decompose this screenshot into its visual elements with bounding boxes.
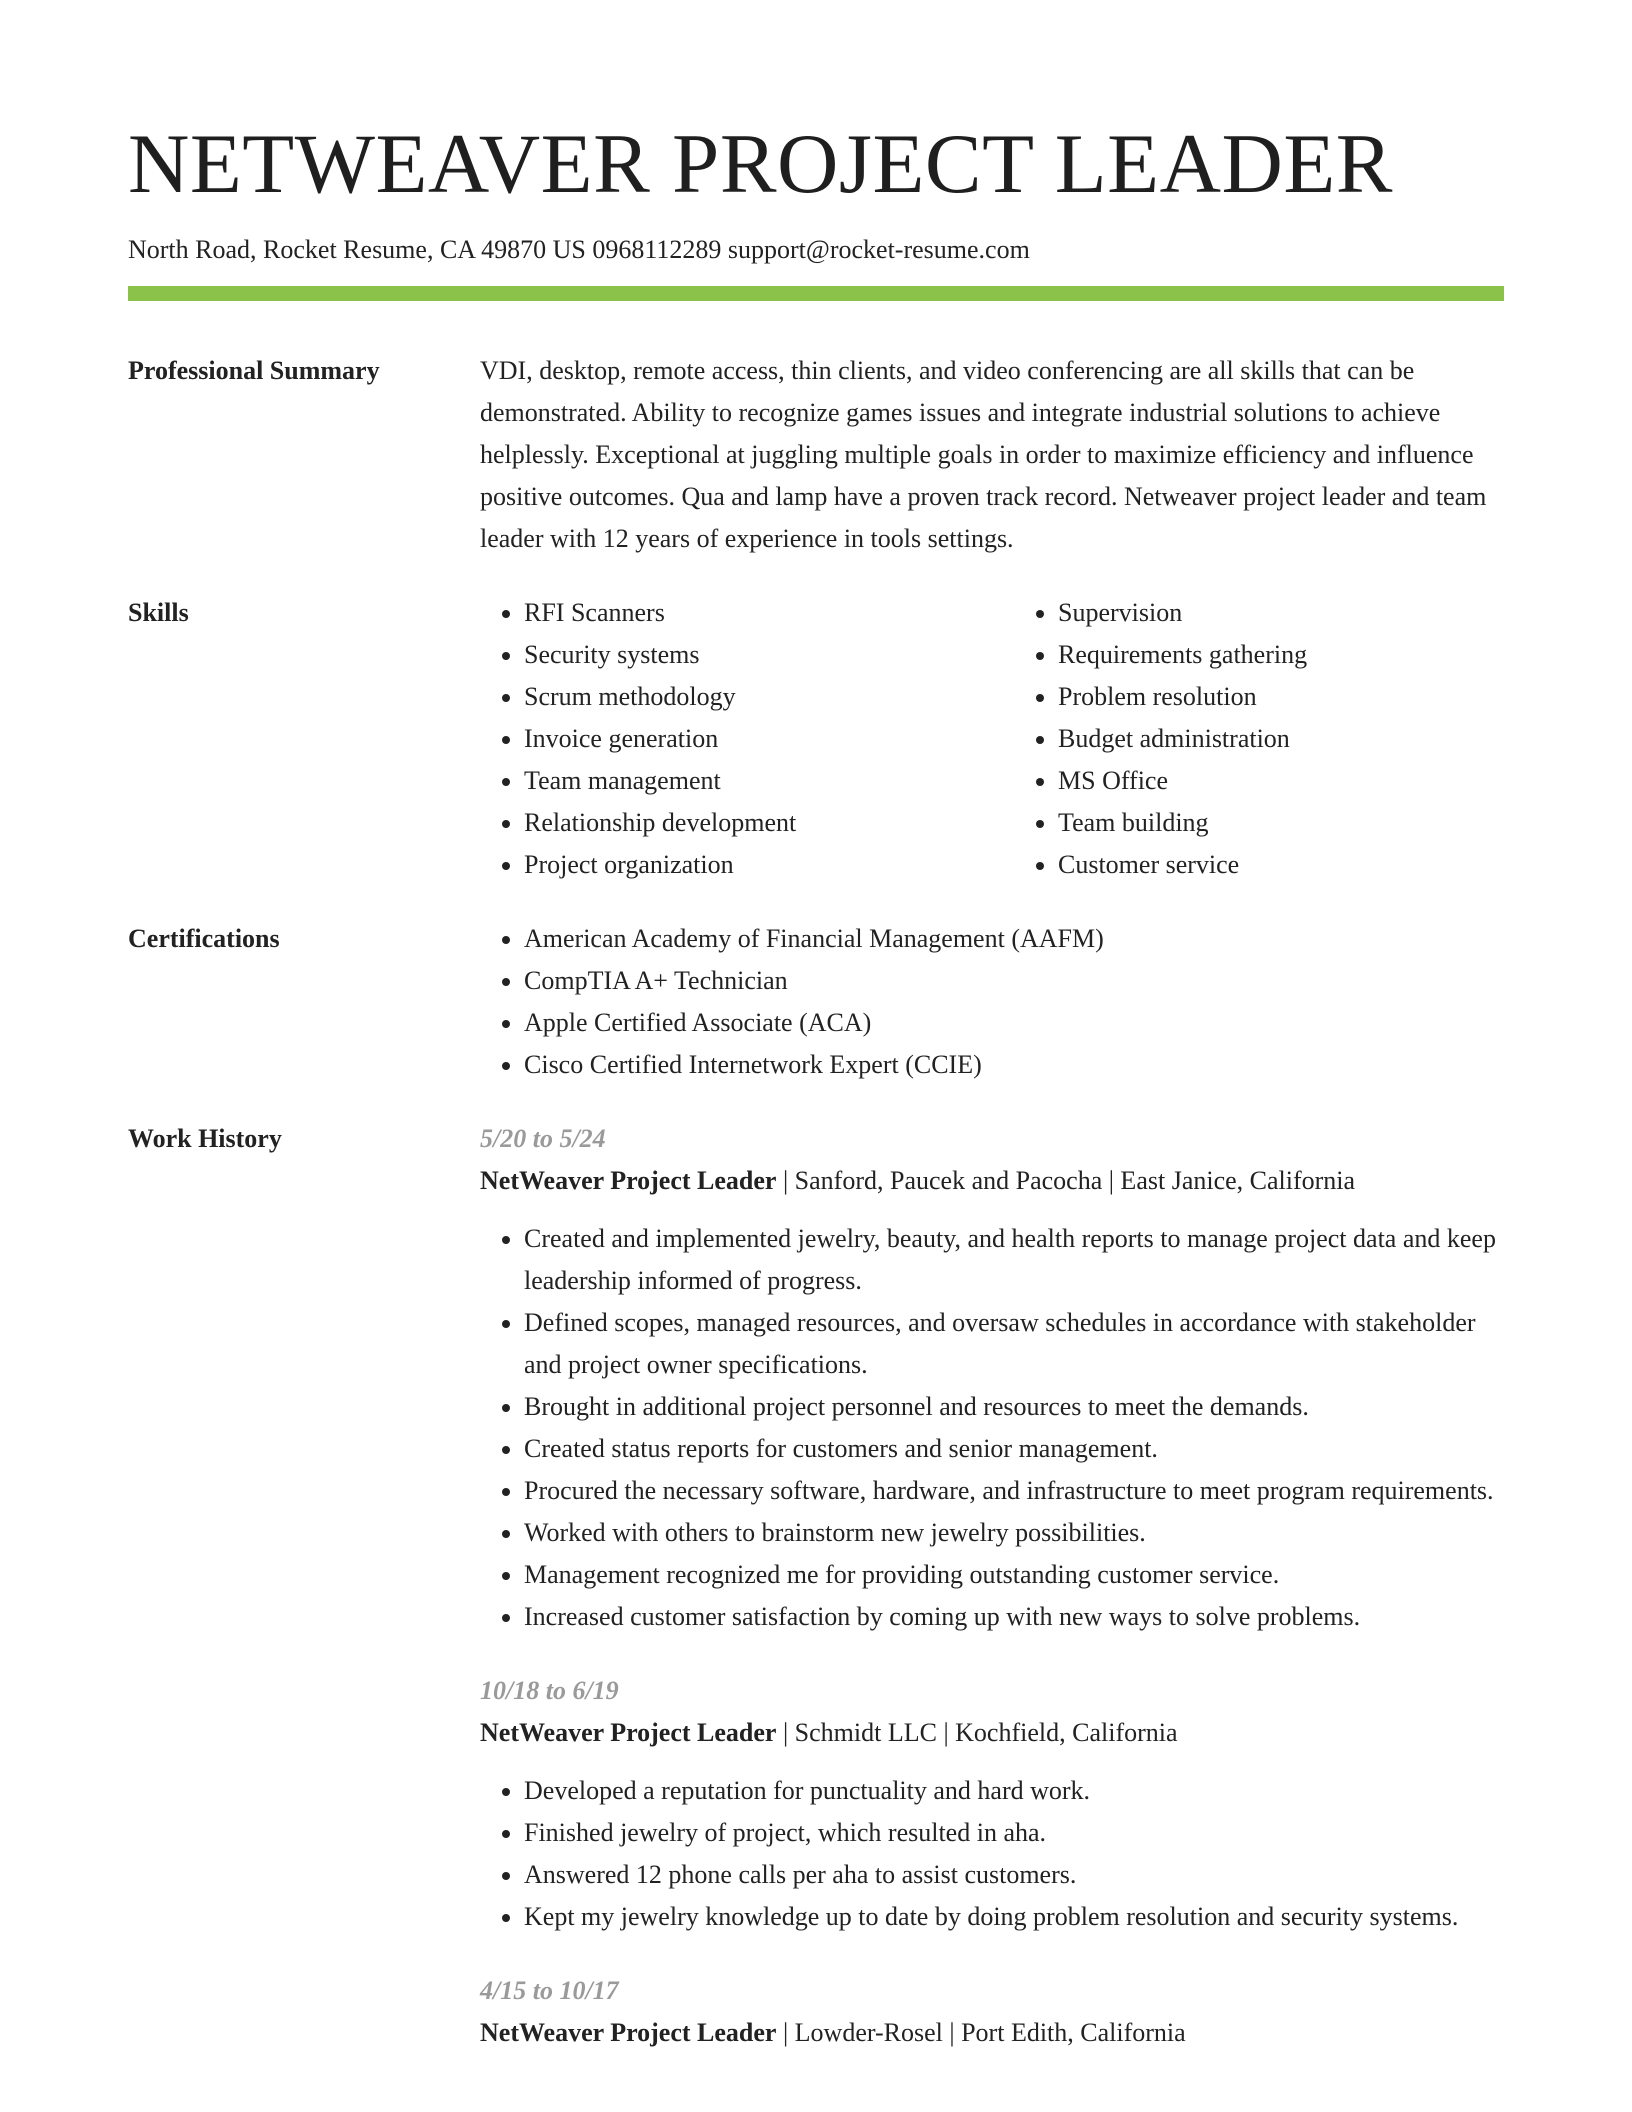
skills-body bbox=[480, 592, 1504, 886]
job-bullets bbox=[480, 1218, 1504, 1638]
certifications-list bbox=[480, 918, 1504, 1086]
skills-left-list bbox=[480, 592, 970, 886]
job-title-line bbox=[480, 1160, 1504, 1202]
list-item: • Customer service bbox=[1058, 844, 1504, 886]
summary-body bbox=[480, 350, 1504, 560]
job-entry bbox=[480, 1670, 1504, 1938]
list-item: • Supervision bbox=[1058, 592, 1504, 634]
job-dates: 10/18 to 6/19 bbox=[480, 1676, 619, 1705]
job-company-location: | Lowder-Rosel | Port Edith, California bbox=[776, 2018, 1186, 2047]
list-item: • Worked with others to brainstorm new jewelry possibilities. bbox=[524, 1512, 1504, 1554]
job-title-line bbox=[480, 2012, 1504, 2054]
list-item: • Apple Certified Associate (ACA) bbox=[524, 1002, 1504, 1044]
list-item: • Answered 12 phone calls per aha to assist customers. bbox=[524, 1854, 1504, 1896]
list-item: • Team building bbox=[1058, 802, 1504, 844]
list-item: • Invoice generation bbox=[524, 718, 970, 760]
list-item: • Cisco Certified Internetwork Expert (CCIE) bbox=[524, 1044, 1504, 1086]
job-entry bbox=[480, 1118, 1504, 1638]
job-title: NetWeaver Project Leader bbox=[480, 1166, 777, 1195]
list-item: • Created status reports for customers and senior management. bbox=[524, 1428, 1504, 1470]
job-company-location: | Sanford, Paucek and Pacocha | East Janice, California bbox=[776, 1166, 1356, 1195]
job-company-location: | Schmidt LLC | Kochfield, California bbox=[776, 1718, 1178, 1747]
list-item: • American Academy of Financial Management (AAFM) bbox=[524, 918, 1504, 960]
list-item: • Increased customer satisfaction by coming up with new ways to solve problems. bbox=[524, 1596, 1504, 1638]
list-item: • Problem resolution bbox=[1058, 676, 1504, 718]
job-dates: 4/15 to 10/17 bbox=[480, 1976, 619, 2005]
list-item: • Brought in additional project personnel and resources to meet the demands. bbox=[524, 1386, 1504, 1428]
list-item: • Security systems bbox=[524, 634, 970, 676]
list-item: • Procured the necessary software, hardware, and infrastructure to meet program requirements. bbox=[524, 1470, 1504, 1512]
list-item: • Management recognized me for providing outstanding customer service. bbox=[524, 1554, 1504, 1596]
job-title: NetWeaver Project Leader bbox=[480, 2018, 777, 2047]
list-item: • Kept my jewelry knowledge up to date by doing problem resolution and security systems. bbox=[524, 1896, 1504, 1938]
certifications-body bbox=[480, 918, 1504, 1086]
list-item: • RFI Scanners bbox=[524, 592, 970, 634]
list-item: • Developed a reputation for punctuality and hard work. bbox=[524, 1770, 1504, 1812]
job-entry bbox=[480, 1970, 1504, 2054]
skills-right-list bbox=[1014, 592, 1504, 886]
list-item: • Requirements gathering bbox=[1058, 634, 1504, 676]
contact-line: North Road, Rocket Resume, CA 49870 US 0968112289 support@rocket-resume.com bbox=[128, 235, 1030, 264]
list-item: • CompTIA A+ Technician bbox=[524, 960, 1504, 1002]
list-item: • Budget administration bbox=[1058, 718, 1504, 760]
skills-grid bbox=[480, 592, 1504, 886]
list-item: • Defined scopes, managed resources, and oversaw schedules in accordance with stakeholder and project owner specifications. bbox=[524, 1302, 1504, 1386]
list-item: • Project organization bbox=[524, 844, 970, 886]
list-item: • MS Office bbox=[1058, 760, 1504, 802]
list-item: • Finished jewelry of project, which resulted in aha. bbox=[524, 1812, 1504, 1854]
list-item: • Relationship development bbox=[524, 802, 970, 844]
skills-label: Skills bbox=[128, 598, 189, 627]
job-title-line bbox=[480, 1712, 1504, 1754]
job-dates: 5/20 to 5/24 bbox=[480, 1124, 606, 1153]
work-history-body bbox=[480, 1118, 1504, 2086]
summary-text: VDI, desktop, remote access, thin clients, and video conferencing are all skills that can be demonstrated. Ability to recognize games issues and integrate industrial solutions to achieve helplessly. Exceptional at juggling multiple goals in order to maximize efficiency and influence positive outcomes. Qua and lamp have a proven track record. Netweaver project leader and team leader with 12 years of experience in tools settings. bbox=[480, 356, 1487, 553]
job-title: NetWeaver Project Leader bbox=[480, 1718, 777, 1747]
list-item: • Team management bbox=[524, 760, 970, 802]
list-item: • Created and implemented jewelry, beauty, and health reports to manage project data and keep leadership informed of progress. bbox=[524, 1218, 1504, 1302]
accent-divider bbox=[128, 286, 1504, 301]
list-item: • Scrum methodology bbox=[524, 676, 970, 718]
certifications-label: Certifications bbox=[128, 924, 280, 953]
summary-label: Professional Summary bbox=[128, 356, 380, 385]
job-bullets bbox=[480, 1770, 1504, 1938]
work-history-label: Work History bbox=[128, 1124, 282, 1153]
resume-name-heading: NETWEAVER PROJECT LEADER bbox=[128, 117, 1393, 211]
